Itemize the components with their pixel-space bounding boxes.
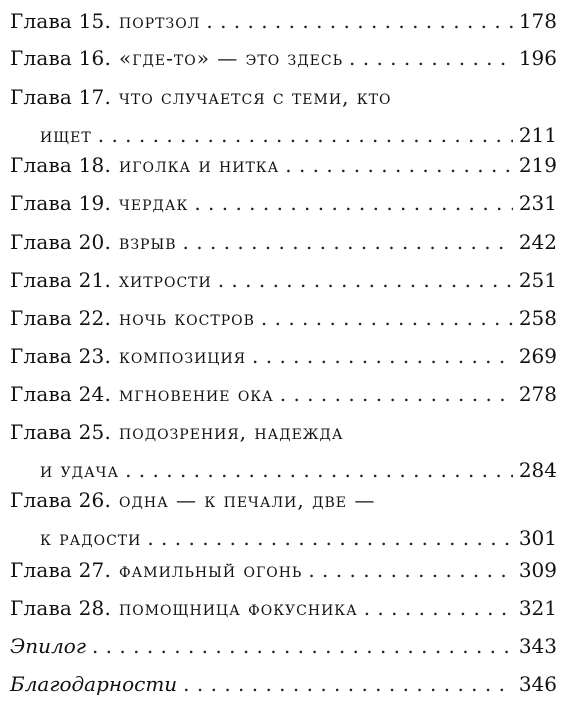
toc-entry[interactable] <box>10 481 557 557</box>
page-number: 284 <box>518 458 557 482</box>
dot-leader <box>280 375 513 413</box>
chapter-number: Глава 23. <box>10 344 112 368</box>
toc-entry[interactable] <box>10 665 557 703</box>
chapter-title: помощница фокусника <box>119 596 358 620</box>
toc-entry[interactable] <box>10 627 557 665</box>
page-number: 219 <box>518 153 557 177</box>
chapter-title-continued: ищет <box>40 123 92 147</box>
dot-leader <box>206 2 512 40</box>
chapter-title: подозрения, надежда <box>119 420 344 444</box>
chapter-number: Глава 16. <box>10 46 112 70</box>
chapter-number: Глава 18. <box>10 153 112 177</box>
chapter-title: чердак <box>119 191 189 215</box>
chapter-number: Глава 17. <box>10 85 112 109</box>
dot-leader <box>285 146 513 184</box>
page-number: 269 <box>518 344 557 368</box>
chapter-number: Глава 25. <box>10 420 112 444</box>
chapter-title: композиция <box>119 344 247 368</box>
toc-entry[interactable] <box>10 223 557 261</box>
section-title: Эпилог <box>10 634 86 658</box>
chapter-number: Глава 19. <box>10 191 112 215</box>
toc-entry[interactable] <box>10 375 557 413</box>
chapter-title: взрыв <box>119 230 177 254</box>
page-number: 346 <box>518 672 557 696</box>
toc-entry[interactable] <box>10 39 557 77</box>
toc-entry[interactable] <box>10 146 557 184</box>
page-number: 251 <box>518 268 557 292</box>
dot-leader <box>183 223 513 261</box>
chapter-title: ночь костров <box>119 306 255 330</box>
chapter-number: Глава 22. <box>10 306 112 330</box>
page-number: 178 <box>518 9 557 33</box>
page-number: 211 <box>518 123 557 147</box>
chapter-number: Глава 15. <box>10 9 112 33</box>
toc-entry[interactable] <box>10 78 557 154</box>
chapter-number: Глава 21. <box>10 268 112 292</box>
chapter-title-continued: к радости <box>40 526 142 550</box>
page-number: 321 <box>518 596 557 620</box>
dot-leader <box>364 589 513 627</box>
chapter-number: Глава 28. <box>10 596 112 620</box>
page-number: 242 <box>518 230 557 254</box>
dot-leader <box>183 665 513 703</box>
chapter-number: Глава 20. <box>10 230 112 254</box>
dot-leader <box>261 299 513 337</box>
toc-entry[interactable] <box>10 184 557 222</box>
chapter-title: мгновение ока <box>119 382 274 406</box>
dot-leader <box>349 39 513 77</box>
page-number: 196 <box>518 46 557 70</box>
dot-leader <box>308 551 512 589</box>
page-number: 278 <box>518 382 557 406</box>
chapter-title: хитрости <box>119 268 212 292</box>
chapter-title: иголка и нитка <box>119 153 280 177</box>
toc-entry[interactable] <box>10 589 557 627</box>
page-number: 258 <box>518 306 557 330</box>
chapter-number: Глава 26. <box>10 488 112 512</box>
chapter-title-continued: и удача <box>40 458 120 482</box>
chapter-number: Глава 24. <box>10 382 112 406</box>
chapter-title: фамильный огонь <box>119 558 303 582</box>
toc-entry[interactable] <box>10 299 557 337</box>
chapter-title: что случается с теми, кто <box>119 85 392 109</box>
dot-leader <box>218 261 513 299</box>
toc-entry[interactable] <box>10 413 557 489</box>
chapter-title: одна — к печали, две — <box>119 488 376 512</box>
toc-entry[interactable] <box>10 337 557 375</box>
page-number: 343 <box>518 634 557 658</box>
chapter-number: Глава 27. <box>10 558 112 582</box>
toc-entry[interactable] <box>10 2 557 40</box>
chapter-title: «где-то» — это здесь <box>119 46 344 70</box>
page-number: 309 <box>518 558 557 582</box>
dot-leader <box>194 184 513 222</box>
toc-entry[interactable] <box>10 551 557 589</box>
dot-leader <box>252 337 513 375</box>
toc-entry[interactable] <box>10 261 557 299</box>
chapter-title: портзол <box>119 9 201 33</box>
dot-leader <box>92 627 513 665</box>
page-number: 301 <box>518 526 557 550</box>
section-title: Благодарности <box>10 672 178 696</box>
page-number: 231 <box>518 191 557 215</box>
